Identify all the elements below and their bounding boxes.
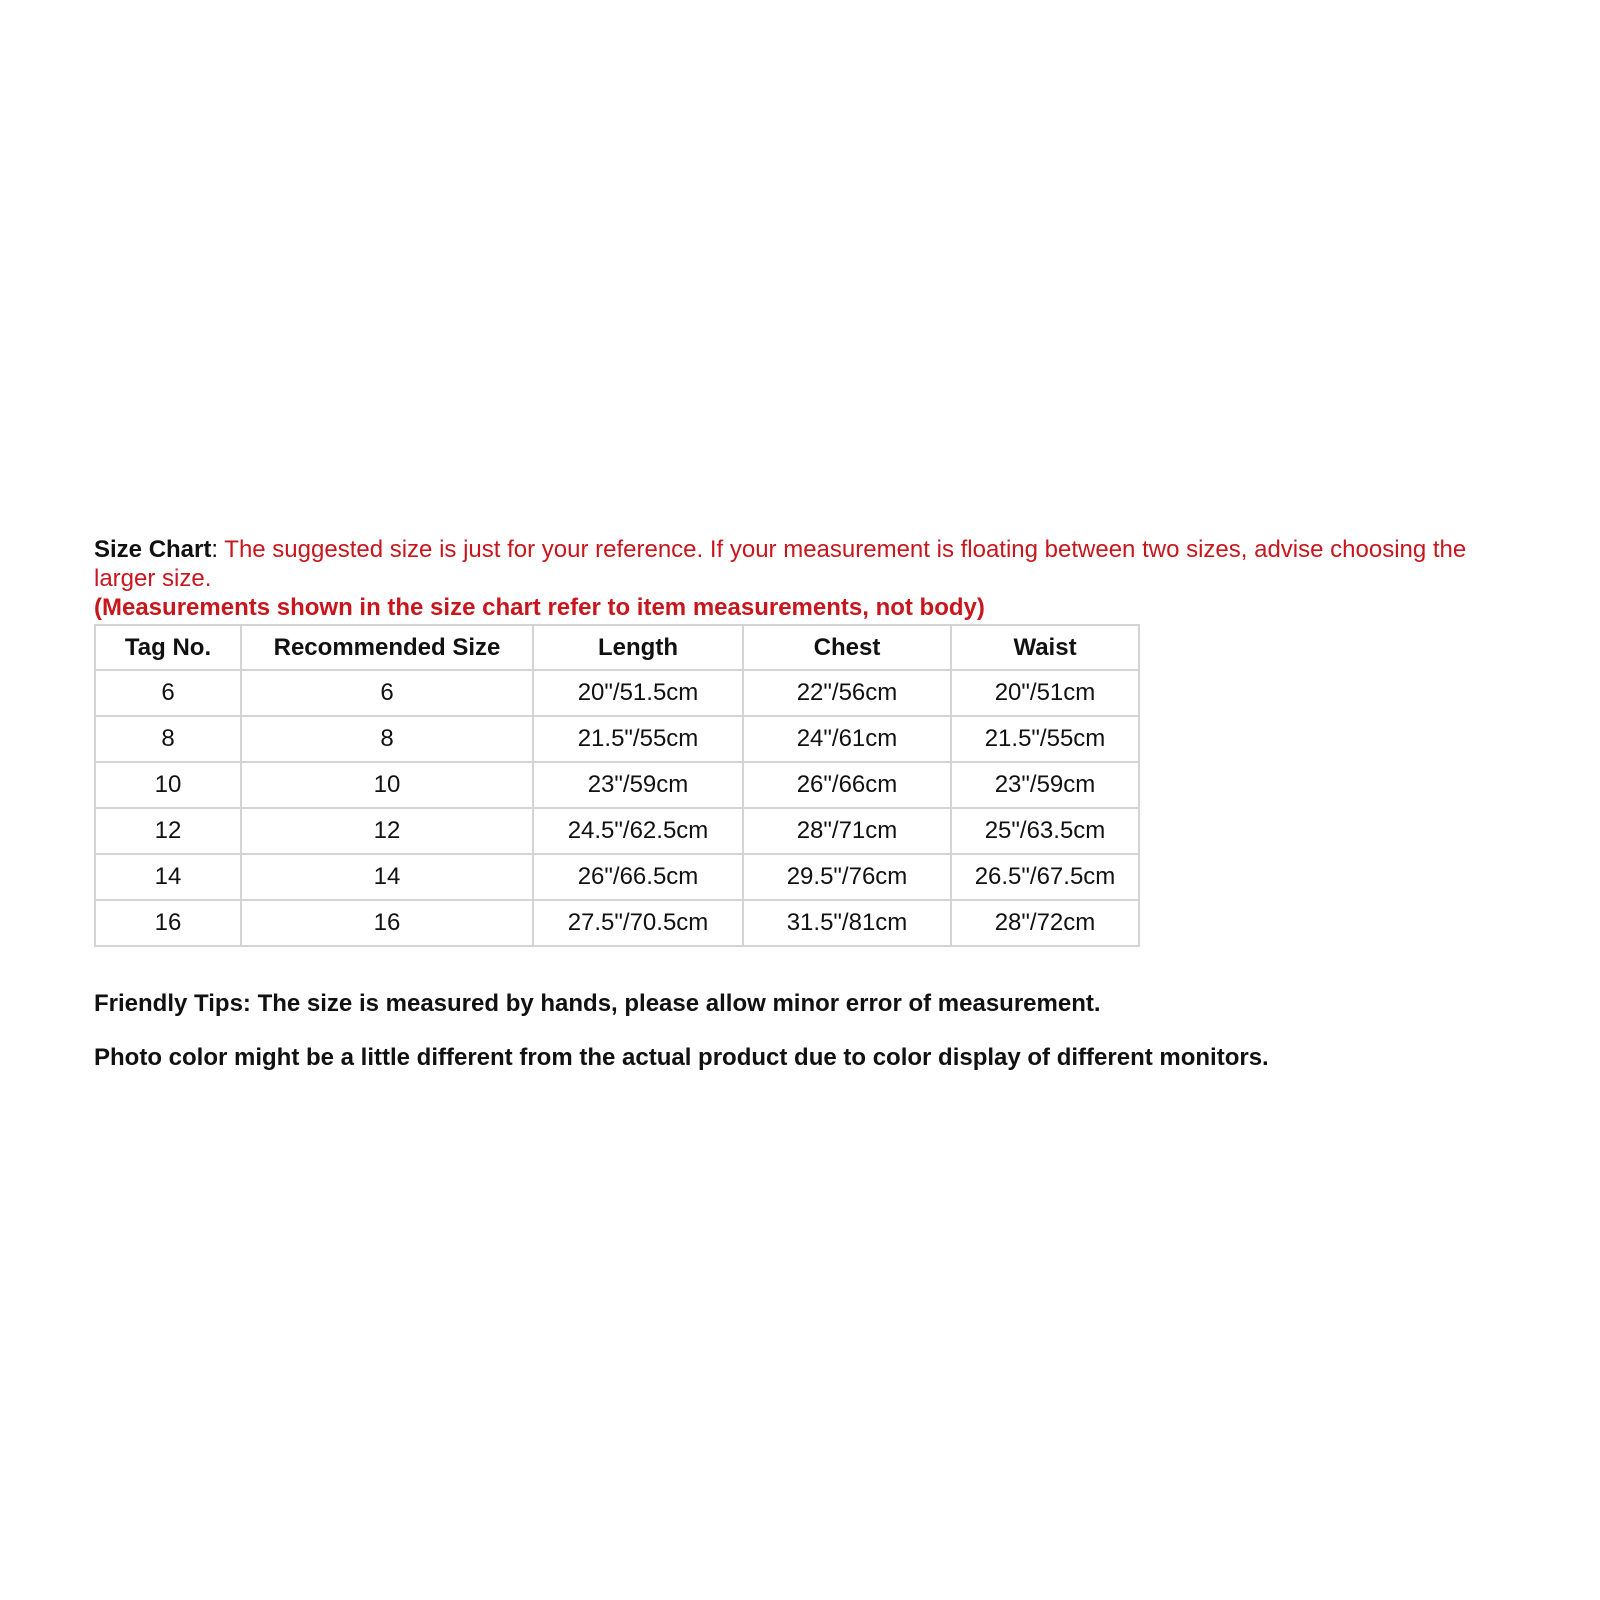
cell-tag-no: 6 bbox=[95, 670, 241, 716]
cell-length: 23"/59cm bbox=[533, 762, 743, 808]
friendly-tips: Friendly Tips: The size is measured by hands, please allow minor error of measurement. bbox=[94, 990, 1101, 1017]
table-row bbox=[95, 716, 1139, 762]
cell-tag-no: 8 bbox=[95, 716, 241, 762]
table-row bbox=[95, 762, 1139, 808]
header-chest: Chest bbox=[743, 625, 951, 670]
cell-tag-no: 16 bbox=[95, 900, 241, 946]
cell-recommended-size: 8 bbox=[241, 716, 533, 762]
photo-color-note: Photo color might be a little different from the actual product due to color display of different monitors. bbox=[94, 1044, 1269, 1071]
table-row bbox=[95, 670, 1139, 716]
cell-length: 20"/51.5cm bbox=[533, 670, 743, 716]
cell-length: 21.5"/55cm bbox=[533, 716, 743, 762]
cell-waist: 25"/63.5cm bbox=[951, 808, 1139, 854]
cell-tag-no: 12 bbox=[95, 808, 241, 854]
size-chart-note: The suggested size is just for your reference. If your measurement is floating between two sizes, advise choosing the larger size. bbox=[94, 536, 1467, 592]
table-header-row bbox=[95, 625, 1139, 670]
size-chart-intro bbox=[94, 535, 1534, 593]
size-chart-colon: : bbox=[211, 536, 219, 563]
header-waist: Waist bbox=[951, 625, 1139, 670]
table-row bbox=[95, 808, 1139, 854]
cell-chest: 24"/61cm bbox=[743, 716, 951, 762]
table-row bbox=[95, 854, 1139, 900]
cell-recommended-size: 6 bbox=[241, 670, 533, 716]
size-chart-label: Size Chart bbox=[94, 536, 212, 563]
cell-waist: 23"/59cm bbox=[951, 762, 1139, 808]
cell-recommended-size: 16 bbox=[241, 900, 533, 946]
cell-chest: 26"/66cm bbox=[743, 762, 951, 808]
cell-waist: 21.5"/55cm bbox=[951, 716, 1139, 762]
header-tag-no: Tag No. bbox=[95, 625, 241, 670]
cell-waist: 20"/51cm bbox=[951, 670, 1139, 716]
cell-length: 24.5"/62.5cm bbox=[533, 808, 743, 854]
measurement-warning: (Measurements shown in the size chart refer to item measurements, not body) bbox=[94, 594, 985, 621]
size-table bbox=[94, 624, 1140, 947]
header-recommended-size: Recommended Size bbox=[241, 625, 533, 670]
table-row bbox=[95, 900, 1139, 946]
cell-length: 27.5"/70.5cm bbox=[533, 900, 743, 946]
cell-chest: 28"/71cm bbox=[743, 808, 951, 854]
cell-chest: 31.5"/81cm bbox=[743, 900, 951, 946]
cell-recommended-size: 14 bbox=[241, 854, 533, 900]
cell-tag-no: 14 bbox=[95, 854, 241, 900]
cell-chest: 29.5"/76cm bbox=[743, 854, 951, 900]
cell-tag-no: 10 bbox=[95, 762, 241, 808]
cell-recommended-size: 12 bbox=[241, 808, 533, 854]
cell-length: 26"/66.5cm bbox=[533, 854, 743, 900]
size-chart-section bbox=[94, 535, 1534, 1072]
cell-chest: 22"/56cm bbox=[743, 670, 951, 716]
cell-recommended-size: 10 bbox=[241, 762, 533, 808]
header-length: Length bbox=[533, 625, 743, 670]
cell-waist: 28"/72cm bbox=[951, 900, 1139, 946]
cell-waist: 26.5"/67.5cm bbox=[951, 854, 1139, 900]
